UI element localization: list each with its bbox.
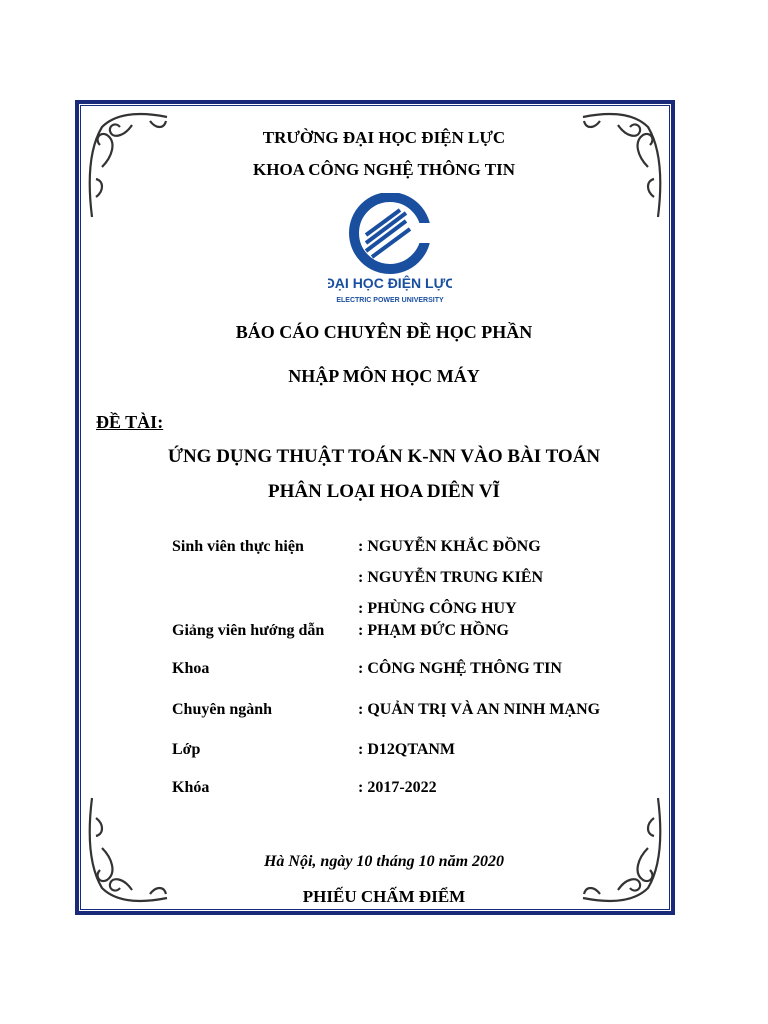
faculty-value: : CÔNG NGHỆ THÔNG TIN bbox=[358, 660, 562, 677]
class-label: Lớp bbox=[172, 741, 201, 758]
major-label: Chuyên ngành bbox=[172, 701, 273, 718]
report-type: BÁO CÁO CHUYÊN ĐỀ HỌC PHẦN bbox=[235, 322, 533, 342]
advisor-label: Giảng viên hướng dẫn bbox=[172, 622, 325, 639]
score-sheet-title: PHIẾU CHẤM ĐIỂM bbox=[302, 887, 466, 906]
student-name: : NGUYỄN KHẮC ĐỒNG bbox=[358, 538, 541, 555]
university-name: TRƯỜNG ĐẠI HỌC ĐIỆN LỰC bbox=[262, 128, 506, 147]
cohort-value: : 2017-2022 bbox=[358, 779, 437, 796]
advisor-name: : PHẠM ĐỨC HỒNG bbox=[358, 622, 509, 639]
student-name: : PHÙNG CÔNG HUY bbox=[358, 600, 517, 617]
logo-name-en: ELECTRIC POWER UNIVERSITY bbox=[336, 297, 444, 304]
cohort-label: Khóa bbox=[172, 779, 210, 796]
university-logo bbox=[328, 193, 452, 309]
topic-line-2: PHÂN LOẠI HOA DIÊN VĨ bbox=[268, 481, 500, 502]
topic-line-1: ỨNG DỤNG THUẬT TOÁN K-NN VÀO BÀI TOÁN bbox=[167, 446, 601, 467]
faculty-name: KHOA CÔNG NGHỆ THÔNG TIN bbox=[253, 160, 515, 179]
student-name: : NGUYỄN TRUNG KIÊN bbox=[358, 569, 544, 586]
logo-name-vn: ĐẠI HỌC ĐIỆN LỰC bbox=[328, 275, 452, 291]
course-name: NHẬP MÔN HỌC MÁY bbox=[288, 366, 480, 386]
class-value: : D12QTANM bbox=[358, 741, 456, 758]
topic-label: ĐỀ TÀI: bbox=[96, 412, 164, 432]
students-label: Sinh viên thực hiện bbox=[172, 538, 304, 555]
faculty-label: Khoa bbox=[172, 660, 210, 677]
place-date: Hà Nội, ngày 10 tháng 10 năm 2020 bbox=[263, 853, 505, 870]
major-value: : QUẢN TRỊ VÀ AN NINH MẠNG bbox=[358, 701, 601, 718]
